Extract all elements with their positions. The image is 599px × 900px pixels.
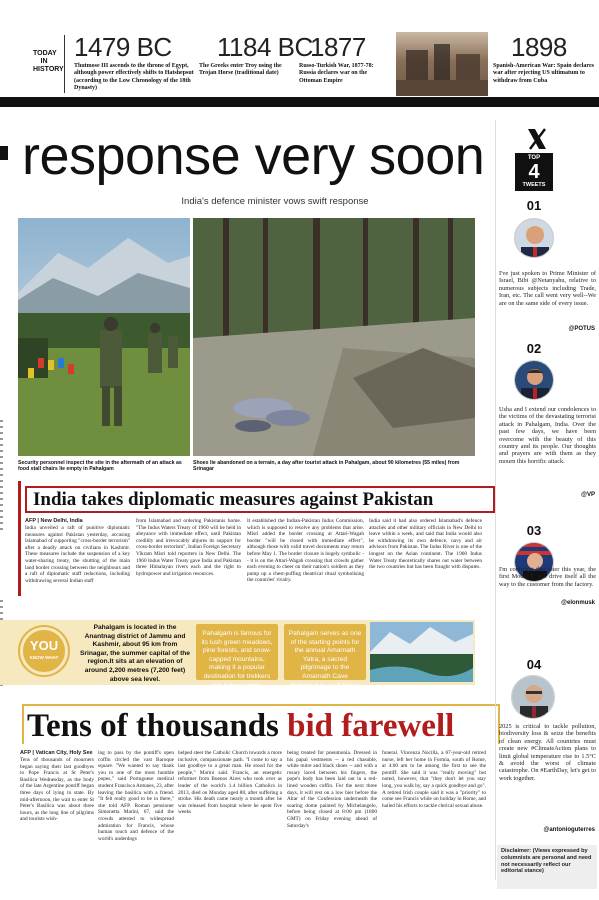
story2-col1-text: Tens of thousands of mourners began saying their last goodbyes to Pope Francis at St Peter's Basilica Wednesday, as the body of the late Argentine pontiff began three days of lying in state. By mid-afternoon, the wait to enter St Peter's Basilica was about three hours, as the long line of pilgrims and tourists wish-	[20, 757, 94, 823]
history-year-2: 1184 BC	[217, 32, 313, 62]
badge-know-what: KNOW WHAT	[29, 655, 59, 660]
history-illustration	[396, 32, 488, 96]
story1-headline: India takes diplomatic measures against Pakistan	[25, 486, 495, 513]
editorial-disclaimer: Disclaimer: (Views expressed by columnists are personal and need not necessarily reflect our editorial stance)	[497, 845, 597, 889]
story1-col-4: India said it had also ordered Islamabad's defence attachés and other military officials in New Delhi to leave within a week, and said that India would also be withdrawing its own defence, navy and air advisors from Pakistan. The Indus River is one of the longest on the Asian continent. The 1960 Indus Water Treaty theoretically shares out water between the two countries but has been fraught with disputes.	[369, 518, 482, 571]
tweet-rank-1: 01	[526, 198, 542, 213]
sidebar-divider	[495, 120, 496, 880]
top-number: 4	[528, 161, 540, 183]
history-text-4: Spanish-American War: Spain declares war after rejecting US ultimatum to withdraw from Cuba	[493, 63, 594, 84]
tweet-text-4: 2025 is critical to tackle pollution, biodiversity loss & seize the benefits of clean energy. All countries must create new #ClimateAction plans to limit global temperature rise to 1.5°C & avoid the worst of climate catastrophe. On #EarthDay, let's get to work together.	[499, 723, 596, 782]
tweet-handle-1: @POTUS	[568, 326, 595, 332]
story2-headline	[22, 704, 500, 744]
headline-bullet	[0, 146, 8, 160]
history-divider	[64, 35, 65, 93]
lead-headline	[0, 128, 495, 184]
tweet-handle-2: @VP	[581, 492, 595, 498]
tweet-text-2: Usha and I extend our condolences to the victims of the devastating terrorist attack in Pahalgam, India. Over the past few days, we have been overcome with the beauty of this country and its people. Our thoughts and prayers are with them as they mourn this horrific attack.	[499, 406, 596, 465]
tweet-handle-4: @antonioguterres	[543, 827, 595, 833]
top-black-bar	[0, 97, 599, 107]
story1-col-3: It established the Indian-Pakistan Indus Commission, which is supposed to resolve any problems that arise. Misri added the border crossing at Attari-Wagah border "will be closed with immediate effect", although those with valid travel documents may return before May 1. The border closure is hugely symbolic -- it is on the Attari-Wagah crossing that crowds gather each evening to cheer on their nation's soldiers as they pump up a chest-puffing theatrical ritual symbolising the countries' rivalry.	[247, 518, 364, 584]
story2-col-1	[20, 750, 94, 823]
lead-subhead: India's defence minister vows swift response	[181, 196, 369, 207]
story1-byline: AFP | New Delhi, India	[25, 518, 83, 524]
caption-right: Shoes lie abandoned on a terrain, a day after tourist attack in Pahalgam, about 90 kilometres (55 miles) from Srinagar	[193, 460, 460, 473]
story1-rule	[18, 481, 21, 596]
avatar-potus	[514, 218, 554, 258]
photo-security-personnel	[18, 218, 190, 456]
caption-left: Security personnel inspect the site in the aftermath of an attack as food stall chairs lie empty in Pahalgam	[18, 460, 182, 473]
info-fact-2: Pahalgam is famous for its lush green meadows, pine forests, and snow-capped mountains, making it a popular destination for trekkers and nature lovers.	[196, 624, 278, 680]
history-year-1: 1479 BC	[74, 32, 172, 62]
story1-col-2: from Islamabad and ordering Pakistanis home. "The Indus Waters Treaty of 1960 will be held in abeyance with immediate effect, until Pakistan credibly and irrevocably abjures its support for cross-border terrorism", Indian Foreign Secretary Vikram Misri told reporters in New Delhi. The 1960 Indus Water Treaty gave India and Pakistan three Himalayan rivers each and the right to hydropower and irrigation resources.	[136, 518, 241, 577]
today-in-history-label: TODAY IN HISTORY	[33, 50, 64, 73]
history-text-3: Russo-Turkish War, 1877-78: Russia declares war on the Ottoman Empire	[299, 63, 374, 84]
info-landscape-photo	[370, 622, 473, 682]
tweet-rank-4: 04	[526, 657, 542, 672]
lead-headline-text: response very soon	[22, 126, 485, 186]
top-4-tweets-badge	[515, 153, 553, 191]
story2-col-3: helped steer the Catholic Church towards a more inclusive, compassionate path. "I come to say a last goodbye to a great man. He stood for the people," Marini said. Francis, an energetic reformer from Buenos Aires who took over as leader of the world's 1.4 billion Catholics in 2013, died on Monday aged 88, after suffering a stroke. His death came nearly a month after he was released from hospital where he spent five weeks	[178, 750, 282, 816]
story2-col-5: funeral. Vincenza Nocilla, a 67-year-old retired nurse, left her home in Formia, south of Rome, at 4:00 am to be among the first to see the pontiff. She said it was "really moving" but noted, however, that "they don't let you stay long, you walk by, say a quick goodbye and go". A retired Irish couple said it was a "priority" to come see Francis while on holiday in Rome, and hailed his efforts to tackle clerical sexual abuse.	[382, 750, 486, 809]
story2-col-4: being treated for pneumonia. Dressed in his papal vestments -- a red chasuble, white mitre and black shoes -- and with a rosary laced between his fingers, the pope's body has been laid out in a red-lined wooden coffin. For the next three days, it will rest on a low bier before the Altar of the Confession underneath the soaring dome painted by Michelangelo, before being closed at 8:00 pm (1800 GMT) on Friday evening ahead of Saturday's	[287, 750, 377, 829]
tweet-handle-3: @elonmusk	[561, 600, 595, 606]
x-logo-icon	[523, 125, 551, 153]
history-text-1: Thutmose III ascends to the throne of Egypt, although power effectively shifts to Hatshepsut (according to the Low Chronology of the 18th Dynasty)	[74, 63, 194, 92]
history-year-3: 1877	[310, 32, 366, 62]
you-know-what-badge	[20, 627, 68, 675]
story2-headline-red: bid farewell	[287, 708, 455, 744]
top-label: TOP	[527, 155, 541, 161]
tweet-text-1: I've just spoken to Prime Minister of Israel, Bibi @Netanyahu, relative to numerous subjects including Trade, Iran, etc. The call went very well--We are on the same side of every issue.	[499, 270, 596, 307]
tweet-rank-3: 03	[526, 523, 542, 538]
avatar-vp	[514, 360, 554, 400]
info-main-fact: Pahalgam is located in the Anantnag district of Jammu and Kashmir, about 95 km from Srinagar, the summer capital of the region.It sits at an elevation of around 2,200 metres (7,200 feet) above sea level.	[80, 624, 190, 683]
history-year-4: 1898	[511, 32, 567, 62]
tweet-text-3: I'm confident that later this year, the first Model Y will drive itself all the way to the customer from the factory.	[499, 566, 596, 588]
story2-headline-black: Tens of thousands	[27, 708, 279, 744]
tweet-rank-2: 02	[526, 341, 542, 356]
info-fact-3: Pahalgam serves as one of the starting points for the annual Amarnath Yatra, a sacred pilgrimage to the Amarnath Cave dedicated to Lord Shiva.	[284, 624, 366, 680]
margin-fragment-1	[0, 420, 3, 530]
badge-you: YOU	[29, 638, 59, 653]
story2-col-2: ing to pass by the pontiff's open coffin circled the vast Baroque square. "We wanted to say thank you to one of the most humble popes," said Portuguese medical student Francisca Antunes, 23, after leaving the basilica with a friend. "It felt really good to be in there," she told AFP. Roman pensioner Simonetta Marini, 67, said the crowds attested to widespread admiration for Francis, whose human touch and defence of the world's underdogs	[98, 750, 174, 842]
avatar-antonioguterres	[511, 675, 555, 719]
tweets-label: TWEETS	[522, 182, 546, 188]
photo-abandoned-shoes	[193, 218, 475, 456]
story1-col-1	[25, 518, 130, 584]
story1-col1-text: India unveiled a raft of punitive diplomatic measures against Pakistan yesterday, accusing Islamabad of supporting "cross-border terrorism" after a deadly attack on civilians in Kashmir. These measures include the suspension of a key water-sharing treaty, the shutting of the main land border crossing between the neighbours and a raft of diplomatic staff reductions, including withdrawing several Indian staff	[25, 525, 130, 584]
story2-byline: AFP | Vatican City, Holy See	[20, 750, 93, 756]
history-text-2: The Greeks enter Troy using the Trojan Horse (traditional date)	[199, 63, 282, 77]
